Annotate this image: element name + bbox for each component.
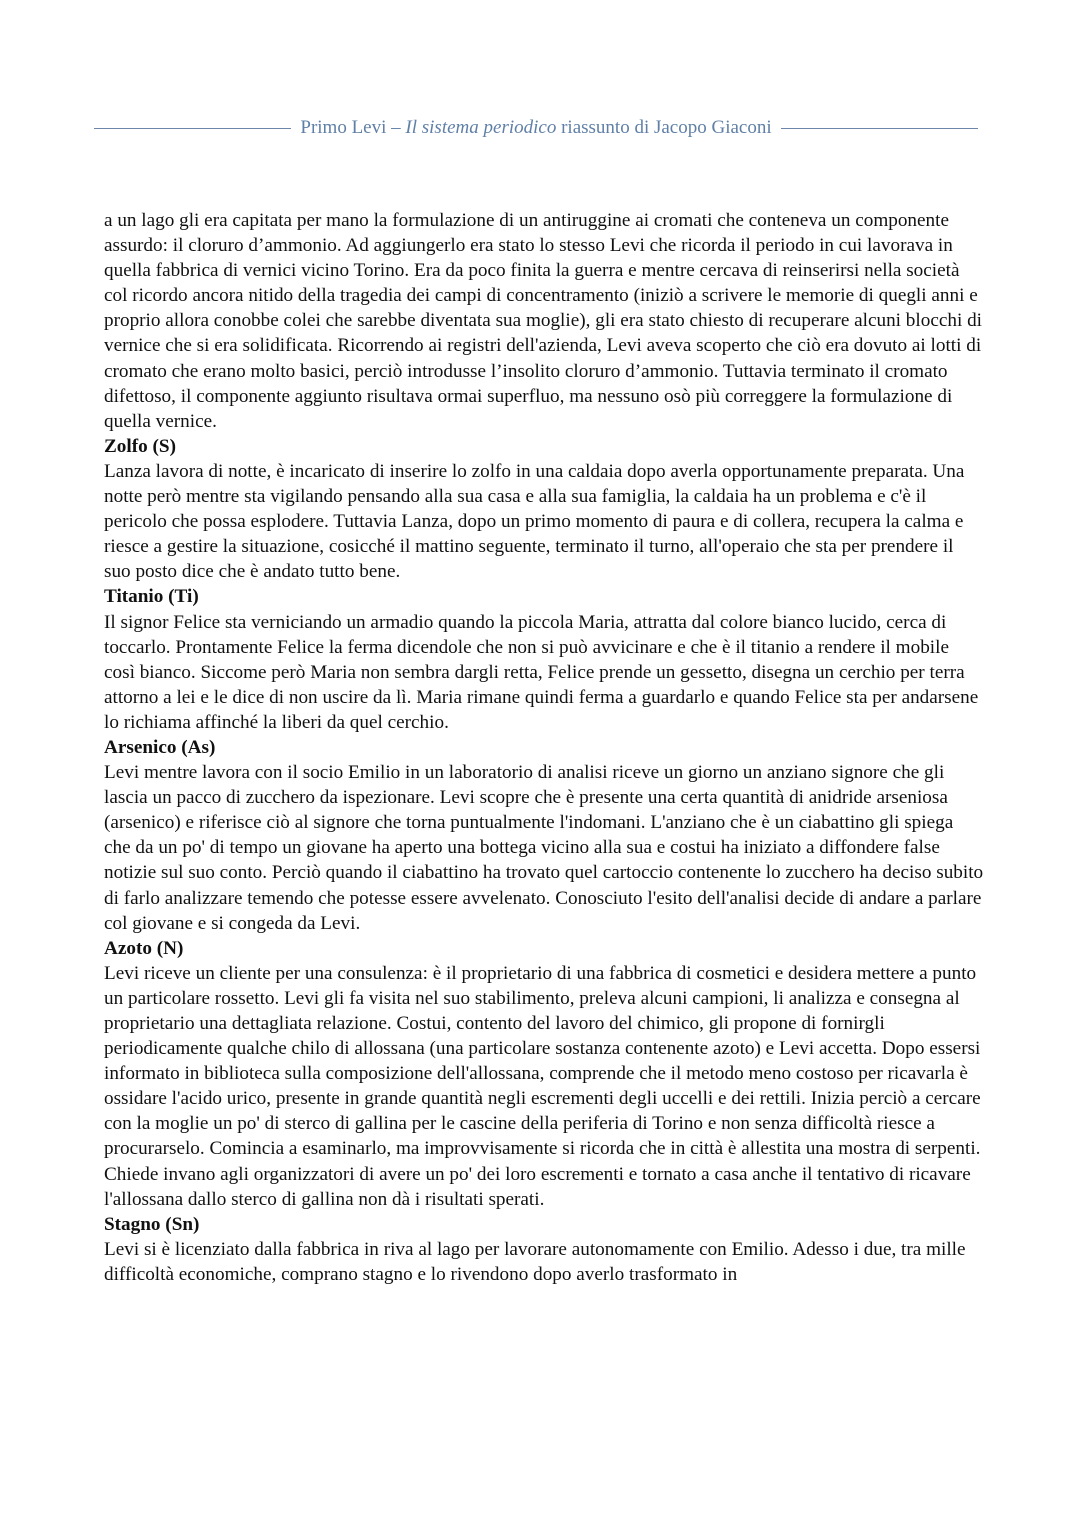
header-rule-right bbox=[781, 128, 978, 129]
section-heading-stagno: Stagno (Sn) bbox=[104, 1213, 200, 1235]
section-heading-titanio: Titanio (Ti) bbox=[104, 586, 199, 608]
header-book-title: Il sistema periodico bbox=[405, 117, 557, 138]
section-text-arsenico: Levi mentre lavora con il socio Emilio in un laboratorio di analisi riceve un giorno un anziano signore che gli lascia un pacco di zucchero da ispezionare. Levi scopre che è presente una certa quantità di anidride arseniosa (arsenico) e riferisce ciò al signore che torna puntualmente l'indomani. L'anziano che è un ciabattino gli spiega che da un po' di tempo un giovane ha aperto una bottega vicino alla sua e costui ha iniziato a diffondere false notizie sul suo conto. Perciò quando il ciabattino ha trovato quel cartoccio contenente lo zucchero ha deciso subito di farlo analizzare temendo che potesse essere avvelenato. Conosciuto l'esito dell'analisi decide di andare a parlare col giovane e si congeda da Levi. bbox=[104, 762, 984, 934]
header-suffix: riassunto di Jacopo Giaconi bbox=[556, 117, 772, 138]
section-heading-zolfo: Zolfo (S) bbox=[104, 435, 176, 457]
running-header bbox=[94, 114, 978, 142]
section-heading-azoto: Azoto (N) bbox=[104, 937, 184, 959]
section-text-azoto: Levi riceve un cliente per una consulenza: è il proprietario di una fabbrica di cosmetici e desidera mettere a punto un particolare rossetto. Levi gli fa visita nel suo stabilimento, preleva alcuni campioni, li analizza e consegna al proprietario una dettagliata relazione. Costui, contento del lavoro del chimico, gli propone di fornirgli periodicamente qualche chilo di allossana (una particolare sostanza contenente azoto) e Levi accetta. Dopo essersi informato in biblioteca sulla composizione dell'allossana, comprende che il metodo meno costoso per ricavarla è ossidare l'acido urico, presente in grande quantità negli escrementi degli uccelli e dei rettili. Inizia perciò a cercare con la moglie un po' di sterco di gallina per le cascine della periferia di Torino e non senza difficoltà riesce a procurarselo. Comincia a esaminarlo, ma improvvisamente si ricorda che in città è allestita una mostra di serpenti. Chiede invano agli organizzatori di avere un po' dei loro escrementi e tornato a casa anche il tentativo di ricavare l'allossana dallo sterco di gallina non dà i risultati sperati. bbox=[104, 962, 981, 1210]
section-text-titanio: Il signor Felice sta verniciando un armadio quando la piccola Maria, attratta dal colore bianco lucido, cerca di toccarlo. Prontamente Felice la ferma dicendole che non si può avvicinare e che è il titanio a rendere il mobile così bianco. Siccome però Maria non sembra dargli retta, Felice prende un gessetto, disegna un cerchio per terra attorno a lei e le dice di non uscire da lì. Maria rimane quindi ferma a guardarlo e quando Felice sta per andarsene lo richiama affinché la liberi da quel cerchio. bbox=[104, 611, 979, 733]
document-body bbox=[104, 208, 984, 1287]
section-heading-arsenico: Arsenico (As) bbox=[104, 736, 216, 758]
section-text-zolfo: Lanza lavora di notte, è incaricato di inserire lo zolfo in una caldaia dopo averla opportunamente preparata. Una notte però mentre sta vigilando pensando alla sua casa e alla sua famiglia, la caldaia ha un problema e c'è il pericolo che possa esplodere. Tuttavia Lanza, dopo un primo momento di paura e di collera, recupera la calma e riesce a gestire la situazione, cosicché il mattino seguente, terminato il turno, all'operaio che sta per prendere il suo posto dice che è andato tutto bene. bbox=[104, 460, 965, 583]
section-text-stagno: Levi si è licenziato dalla fabbrica in riva al lago per lavorare autonomamente con Emilio. Adesso i due, tra mille difficoltà economiche, comprano stagno e lo rivendono dopo averlo trasformato in bbox=[104, 1238, 966, 1285]
header-author: Primo Levi – bbox=[300, 117, 406, 138]
header-rule-left bbox=[94, 128, 291, 129]
header-text bbox=[291, 117, 780, 139]
intro-paragraph: a un lago gli era capitata per mano la formulazione di un antiruggine ai cromati che conteneva un componente assurdo: il cloruro d’ammonio. Ad aggiungerlo era stato lo stesso Levi che ricorda il periodo in cui lavorava in quella fabbrica di vernici vicino Torino. Era da poco finita la guerra e mentre cercava di reinserirsi nella società col ricordo ancora nitido della tragedia dei campi di concentramento (iniziò a scrivere le memorie di quegli anni e proprio allora conobbe colei che sarebbe diventata sua moglie), gli era stato chiesto di recuperare alcuni blocchi di vernice che si era solidificata. Ricorrendo ai registri dell'azienda, Levi aveva scoperto che ciò era dovuto ai lotti di cromato che erano molto basici, perciò introdusse l’insolito cloruro d’ammonio. Tuttavia terminato il cromato difettoso, il componente aggiunto risultava ormai superfluo, ma nessuno osò più correggere la formulazione di quella vernice. bbox=[104, 210, 983, 432]
